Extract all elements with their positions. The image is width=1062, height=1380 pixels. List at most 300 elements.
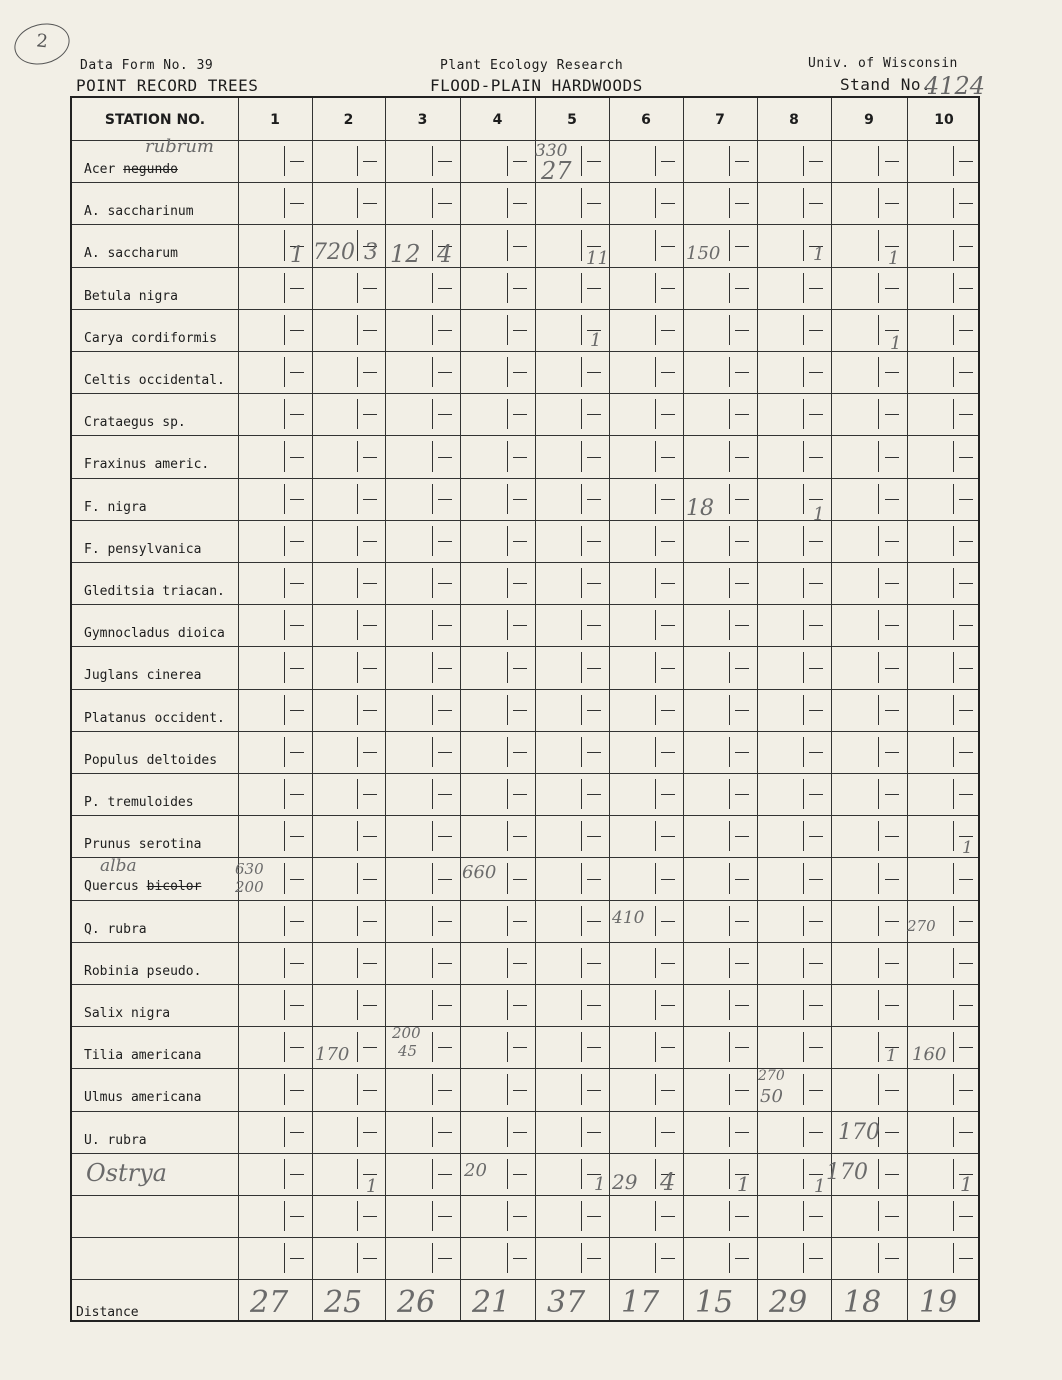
station-number-3: 3 [417, 112, 428, 128]
cell-tick [587, 583, 601, 584]
cell-tick [587, 1216, 601, 1217]
cell-subdivider [357, 948, 358, 978]
cell-subdivider [357, 821, 358, 851]
cell-tick [809, 879, 823, 880]
cell-subdivider [729, 948, 730, 978]
cell-subdivider [284, 695, 285, 725]
row-divider [72, 1237, 978, 1238]
cell-tick [513, 921, 527, 922]
station-number-6: 6 [641, 112, 651, 128]
cell-subdivider [581, 779, 582, 809]
cell-subdivider [878, 1243, 879, 1273]
cell-tick [438, 330, 452, 331]
row-divider [72, 351, 978, 352]
cell-subdivider [803, 399, 804, 429]
quercus-s1-value-b: 200 [235, 878, 264, 896]
cell-tick [735, 1005, 749, 1006]
cell-subdivider [729, 441, 730, 472]
cell-subdivider [878, 315, 879, 345]
column-divider [385, 98, 386, 1320]
cell-subdivider [953, 779, 954, 809]
distance-value-station-6: 17 [621, 1285, 660, 1320]
cell-subdivider [953, 146, 954, 176]
cell-subdivider [432, 146, 433, 176]
cell-subdivider [357, 188, 358, 218]
cell-subdivider [357, 1032, 358, 1062]
cell-tick [587, 499, 601, 500]
cell-tick [587, 372, 601, 373]
cell-subdivider [729, 990, 730, 1020]
tilia-s2-value: 170 [315, 1044, 350, 1065]
cell-tick [959, 414, 973, 415]
cell-subdivider [357, 399, 358, 429]
cell-subdivider [803, 779, 804, 809]
cell-tick [438, 288, 452, 289]
cell-tick [809, 1174, 823, 1175]
cell-tick [959, 668, 973, 669]
cell-tick [290, 161, 304, 162]
cell-tick [959, 752, 973, 753]
cell-tick [735, 414, 749, 415]
acer-correction: rubrum [145, 136, 214, 157]
cell-tick [809, 288, 823, 289]
cell-tick [661, 879, 675, 880]
cell-tick [959, 836, 973, 837]
cell-subdivider [953, 1159, 954, 1189]
row-divider [72, 435, 978, 436]
cell-subdivider [581, 188, 582, 218]
cell-tick [438, 794, 452, 795]
column-divider [312, 98, 313, 1320]
cell-subdivider [507, 1117, 508, 1147]
cell-tick [513, 1005, 527, 1006]
cell-tick [438, 921, 452, 922]
cell-subdivider [357, 441, 358, 472]
species-label: Gymnocladus dioica [84, 626, 225, 641]
cell-subdivider [953, 357, 954, 387]
cell-subdivider [284, 990, 285, 1020]
column-divider [831, 98, 832, 1320]
cell-tick [661, 625, 675, 626]
cell-subdivider [655, 737, 656, 767]
cell-subdivider [432, 441, 433, 472]
cell-tick [809, 1258, 823, 1259]
cell-subdivider [357, 273, 358, 303]
cell-tick [438, 203, 452, 204]
fnigra-s8-value: 1 [813, 504, 825, 525]
cell-subdivider [432, 1201, 433, 1231]
cell-tick [885, 794, 899, 795]
cell-tick [438, 457, 452, 458]
cell-subdivider [729, 1159, 730, 1189]
form-number: Data Form No. 39 [80, 58, 214, 73]
species-label: Prunus serotina [84, 837, 202, 852]
cell-tick [513, 372, 527, 373]
species-label: Platanus occident. [84, 711, 225, 726]
cell-tick [885, 372, 899, 373]
species-label: Juglans cinerea [84, 668, 202, 683]
cell-tick [809, 457, 823, 458]
cell-tick [513, 1174, 527, 1175]
cell-tick [809, 1047, 823, 1048]
cell-tick [661, 203, 675, 204]
cell-tick [735, 836, 749, 837]
cell-subdivider [581, 1117, 582, 1147]
cell-tick [661, 161, 675, 162]
cell-tick [661, 288, 675, 289]
cell-subdivider [729, 357, 730, 387]
cell-tick [513, 246, 527, 247]
row-divider [72, 309, 978, 310]
cell-tick [587, 625, 601, 626]
cell-tick [735, 794, 749, 795]
cell-subdivider [284, 568, 285, 598]
cell-subdivider [803, 230, 804, 261]
cell-tick [363, 625, 377, 626]
cell-subdivider [803, 441, 804, 472]
cell-tick [290, 457, 304, 458]
cell-subdivider [729, 1032, 730, 1062]
cell-subdivider [953, 1032, 954, 1062]
cell-subdivider [507, 1243, 508, 1273]
cell-tick [661, 1258, 675, 1259]
cell-tick [513, 161, 527, 162]
cell-subdivider [655, 863, 656, 894]
cell-tick [438, 414, 452, 415]
ostrya-s8-value: 1 [814, 1176, 826, 1197]
cell-subdivider [803, 188, 804, 218]
cell-subdivider [507, 399, 508, 429]
cell-tick [363, 499, 377, 500]
cell-tick [290, 921, 304, 922]
cell-subdivider [655, 610, 656, 640]
cell-subdivider [507, 906, 508, 936]
cell-subdivider [655, 399, 656, 429]
column-divider [757, 98, 758, 1320]
cell-tick [290, 372, 304, 373]
distance-label: Distance [76, 1305, 139, 1320]
cell-tick [959, 1132, 973, 1133]
cell-tick [959, 1216, 973, 1217]
cell-tick [513, 794, 527, 795]
cell-subdivider [655, 526, 656, 556]
ostrya-s6-value-a: 29 [612, 1170, 638, 1194]
cell-tick [290, 203, 304, 204]
cell-subdivider [357, 610, 358, 640]
organization: Plant Ecology Research [440, 58, 624, 73]
cell-subdivider [284, 484, 285, 514]
distance-value-station-7: 15 [695, 1285, 734, 1320]
cell-tick [735, 1090, 749, 1091]
cell-tick [363, 879, 377, 880]
cell-tick [661, 668, 675, 669]
cell-tick [885, 1132, 899, 1133]
cell-subdivider [581, 273, 582, 303]
row-divider [72, 1195, 978, 1196]
cell-tick [809, 583, 823, 584]
cell-subdivider [507, 652, 508, 683]
cell-tick [587, 794, 601, 795]
cell-tick [809, 372, 823, 373]
cell-tick [735, 161, 749, 162]
cell-subdivider [432, 399, 433, 429]
cell-subdivider [729, 863, 730, 894]
cell-tick [809, 625, 823, 626]
row-divider [72, 689, 978, 690]
cell-subdivider [507, 146, 508, 176]
cell-tick [290, 288, 304, 289]
cell-subdivider [432, 1159, 433, 1189]
cell-subdivider [655, 441, 656, 472]
cell-tick [959, 1005, 973, 1006]
row-divider [72, 773, 978, 774]
cell-tick [587, 1047, 601, 1048]
cell-tick [735, 668, 749, 669]
urubra-s9-value: 170 [838, 1120, 880, 1145]
cell-subdivider [284, 652, 285, 683]
cell-subdivider [284, 230, 285, 261]
cell-subdivider [507, 484, 508, 514]
cell-subdivider [878, 990, 879, 1020]
cell-tick [735, 246, 749, 247]
row-divider [72, 1026, 978, 1027]
cell-subdivider [878, 230, 879, 261]
cell-subdivider [357, 1159, 358, 1189]
cell-subdivider [953, 188, 954, 218]
cell-tick [438, 1090, 452, 1091]
cell-tick [735, 457, 749, 458]
cell-tick [735, 1047, 749, 1048]
cell-subdivider [803, 1201, 804, 1231]
cell-subdivider [432, 526, 433, 556]
species-label: Fraxinus americ. [84, 457, 210, 472]
cell-subdivider [284, 188, 285, 218]
cell-subdivider [357, 484, 358, 514]
cell-tick [959, 794, 973, 795]
cell-subdivider [581, 821, 582, 851]
cell-tick [661, 457, 675, 458]
cell-tick [587, 710, 601, 711]
cell-tick [735, 1132, 749, 1133]
cell-tick [885, 161, 899, 162]
cell-subdivider [878, 1159, 879, 1189]
page-number-mark [10, 18, 74, 70]
cell-tick [885, 879, 899, 880]
cell-tick [290, 1258, 304, 1259]
cell-tick [363, 1005, 377, 1006]
species-label: Carya cordiformis [84, 331, 218, 346]
cell-tick [290, 625, 304, 626]
cell-tick [885, 1174, 899, 1175]
cell-tick [735, 625, 749, 626]
station-number-5: 5 [567, 112, 577, 128]
cell-subdivider [507, 990, 508, 1020]
cell-tick [959, 921, 973, 922]
cell-subdivider [432, 188, 433, 218]
cell-subdivider [507, 948, 508, 978]
ulmus-s8-value-b: 50 [760, 1086, 783, 1107]
cell-tick [809, 1132, 823, 1133]
cell-tick [885, 921, 899, 922]
cell-subdivider [284, 526, 285, 556]
quercus-s4-value: 660 [462, 862, 497, 883]
cell-subdivider [507, 1074, 508, 1105]
cell-subdivider [432, 990, 433, 1020]
species-label: A. saccharum [84, 246, 178, 261]
cell-tick [661, 583, 675, 584]
cell-subdivider [357, 737, 358, 767]
cell-tick [885, 668, 899, 669]
cell-subdivider [729, 1243, 730, 1273]
cell-tick [290, 541, 304, 542]
cell-tick [587, 414, 601, 415]
cell-tick [438, 836, 452, 837]
saccharum-s5-value: 11 [586, 248, 609, 269]
row-divider [72, 942, 978, 943]
station-number-4: 4 [492, 112, 503, 128]
cell-subdivider [803, 1243, 804, 1273]
cell-tick [885, 963, 899, 964]
cell-subdivider [284, 1117, 285, 1147]
qrubra-s10-value: 270 [907, 917, 936, 935]
cell-tick [959, 372, 973, 373]
cell-tick [513, 1090, 527, 1091]
cell-subdivider [284, 1159, 285, 1189]
species-label: Betula nigra [84, 289, 178, 304]
cell-subdivider [507, 737, 508, 767]
cell-tick [438, 1216, 452, 1217]
cell-subdivider [507, 568, 508, 598]
cell-tick [363, 414, 377, 415]
cell-subdivider [507, 315, 508, 345]
cell-subdivider [357, 863, 358, 894]
cell-tick [661, 963, 675, 964]
cell-tick [959, 1258, 973, 1259]
cell-tick [290, 879, 304, 880]
column-divider [907, 98, 908, 1320]
cell-tick [809, 668, 823, 669]
cell-subdivider [878, 610, 879, 640]
cell-tick [438, 1005, 452, 1006]
cell-subdivider [953, 1074, 954, 1105]
quercus-s1-value-a: 630 [235, 860, 264, 878]
cell-subdivider [803, 1074, 804, 1105]
cell-tick [513, 1258, 527, 1259]
cell-tick [809, 710, 823, 711]
cell-subdivider [507, 821, 508, 851]
cell-tick [959, 541, 973, 542]
cell-tick [587, 1258, 601, 1259]
column-divider [535, 98, 536, 1320]
row-divider [72, 646, 978, 647]
cell-subdivider [729, 610, 730, 640]
cell-tick [885, 1005, 899, 1006]
cell-subdivider [953, 737, 954, 767]
row-divider [72, 857, 978, 858]
cell-tick [363, 752, 377, 753]
cell-tick [809, 499, 823, 500]
cell-tick [438, 752, 452, 753]
tilia-s3-value-a: 200 [392, 1024, 421, 1042]
cell-tick [885, 836, 899, 837]
cell-subdivider [803, 357, 804, 387]
cell-subdivider [729, 1201, 730, 1231]
cell-tick [661, 710, 675, 711]
cell-tick [290, 710, 304, 711]
cell-subdivider [581, 1159, 582, 1189]
cell-subdivider [432, 695, 433, 725]
cell-tick [363, 583, 377, 584]
cell-tick [290, 1005, 304, 1006]
cell-subdivider [357, 357, 358, 387]
cell-subdivider [729, 526, 730, 556]
cell-subdivider [432, 1243, 433, 1273]
cell-subdivider [655, 652, 656, 683]
cell-subdivider [953, 399, 954, 429]
cell-tick [587, 541, 601, 542]
cell-tick [290, 330, 304, 331]
ostrya-s6-value-b: 4 [660, 1168, 676, 1196]
cell-subdivider [581, 484, 582, 514]
cell-subdivider [953, 863, 954, 894]
cell-subdivider [581, 568, 582, 598]
cell-subdivider [803, 146, 804, 176]
distance-value-station-10: 19 [919, 1285, 958, 1320]
row-divider [72, 1111, 978, 1112]
cell-tick [885, 1216, 899, 1217]
cell-subdivider [581, 695, 582, 725]
cell-tick [513, 710, 527, 711]
station-header: STATION NO. [104, 112, 206, 128]
cell-tick [959, 1090, 973, 1091]
acer-s5-value-a: 330 [535, 141, 568, 161]
form-title: POINT RECORD TREES [76, 76, 259, 95]
cell-subdivider [953, 315, 954, 345]
cell-subdivider [581, 230, 582, 261]
cell-subdivider [729, 146, 730, 176]
cell-subdivider [284, 906, 285, 936]
cell-subdivider [284, 273, 285, 303]
ostrya-s9-value: 170 [826, 1160, 868, 1185]
cell-tick [885, 246, 899, 247]
cell-tick [363, 963, 377, 964]
cell-subdivider [803, 863, 804, 894]
cell-tick [809, 794, 823, 795]
cell-tick [959, 879, 973, 880]
distance-value-station-4: 21 [472, 1285, 511, 1320]
cell-tick [363, 668, 377, 669]
distance-value-station-3: 26 [397, 1285, 436, 1320]
cell-tick [885, 457, 899, 458]
cell-subdivider [878, 779, 879, 809]
cell-subdivider [729, 188, 730, 218]
cell-tick [587, 963, 601, 964]
cell-subdivider [432, 230, 433, 261]
cell-tick [809, 161, 823, 162]
cell-subdivider [581, 357, 582, 387]
cell-tick [735, 203, 749, 204]
cell-subdivider [953, 526, 954, 556]
cell-tick [513, 752, 527, 753]
cell-subdivider [284, 357, 285, 387]
cell-tick [959, 161, 973, 162]
station-number-1: 1 [270, 112, 280, 128]
cell-subdivider [507, 273, 508, 303]
tilia-s10-value: 160 [912, 1044, 947, 1065]
row-divider [72, 267, 978, 268]
cell-tick [438, 668, 452, 669]
cell-subdivider [581, 990, 582, 1020]
